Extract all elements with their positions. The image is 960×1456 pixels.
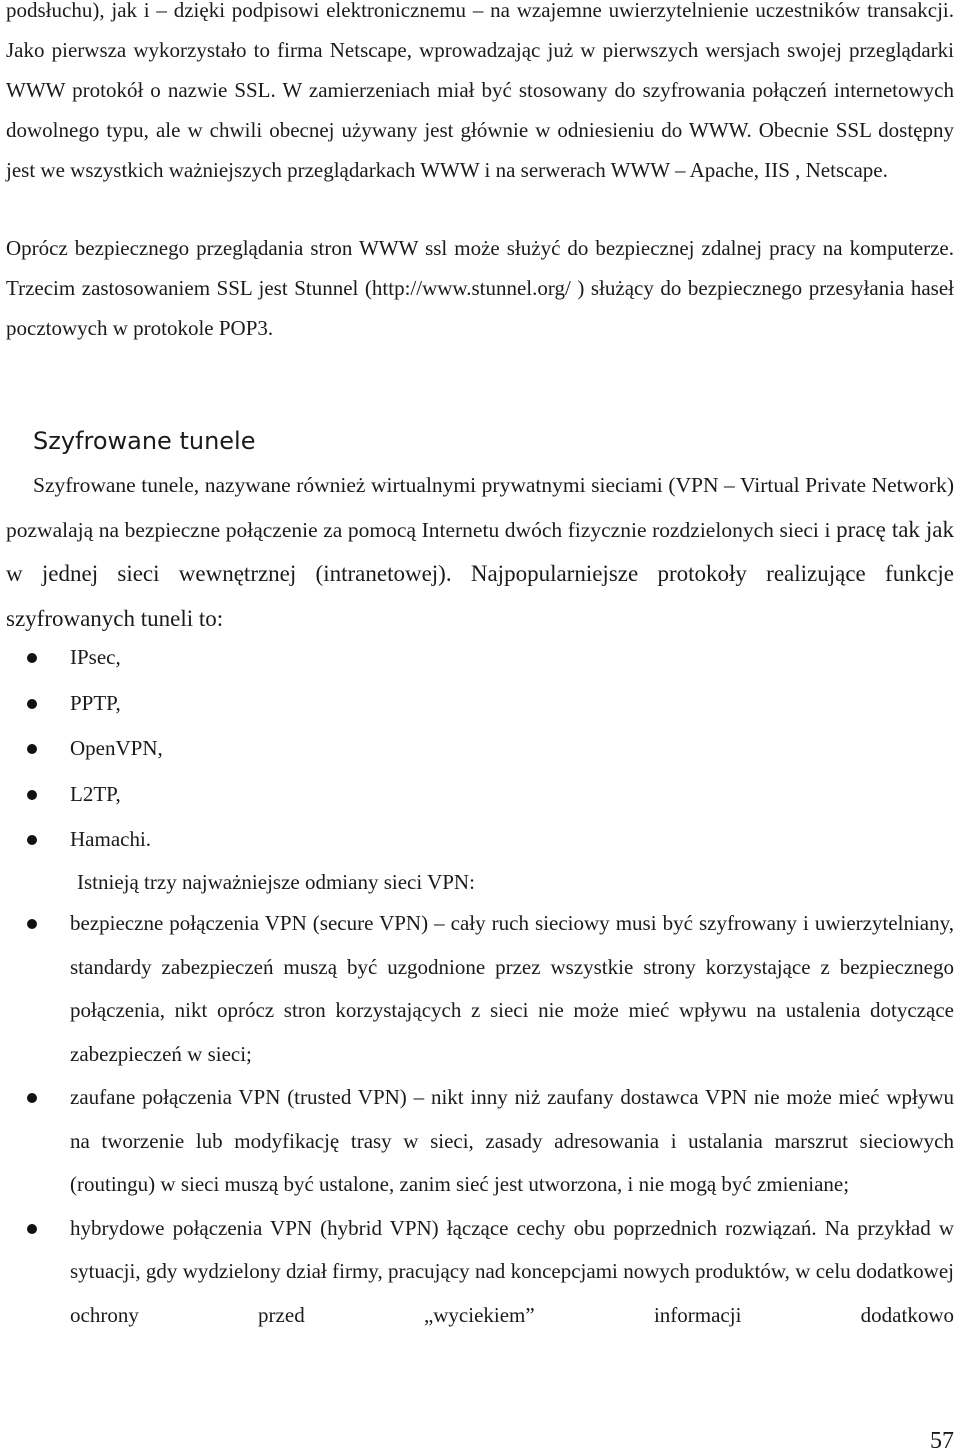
vpn-type-description: zaufane połączenia VPN (trusted VPN) – nikt inny niż zaufany dostawca VPN nie może mieć wpływu na tworzenie lub modyfikację trasy w sieci, zasady adresowania i ustalania marszrut sieciowych (routingu) w sieci muszą być ustalone, zanim sieć jest utworzona, i nie mogą być zmieniane; bbox=[70, 1085, 954, 1196]
list-item bbox=[0, 635, 960, 681]
list-item bbox=[0, 772, 960, 818]
protocol-name: IPsec, bbox=[70, 645, 121, 669]
vpn-types-intro: Istnieją trzy najważniejsze odmiany sieci VPN: bbox=[77, 870, 475, 894]
protocol-name: OpenVPN, bbox=[70, 736, 163, 760]
list-item bbox=[0, 726, 960, 772]
paragraph-tunnels-intro bbox=[6, 464, 954, 641]
bullet-icon bbox=[27, 1093, 37, 1103]
paragraph-ssl-uses: Oprócz bezpiecznego przeglądania stron WWW ssl może służyć do bezpiecznej zdalnej pracy na komputerze. Trzecim zastosowaniem SSL jest Stunnel (http://www.stunnel.org/ ) służący do bezpiecznego przesyłania haseł pocztowych w protokole POP3. bbox=[6, 236, 954, 340]
page-number: 57 bbox=[930, 1428, 954, 1454]
bullet-icon bbox=[27, 1224, 37, 1234]
list-item bbox=[0, 902, 960, 1076]
protocol-list bbox=[0, 635, 960, 863]
protocol-name: L2TP, bbox=[70, 781, 121, 806]
protocol-name: PPTP, bbox=[70, 690, 121, 715]
paragraph-ssl-intro: podsłuchu), jak i – dzięki podpisowi elektronicznemu – na wzajemne uwierzytelnienie uczestników transakcji. Jako pierwsza wykorzystało to firma Netscape, wprowadzając już w pierwszych wersjach swojej przeglądarki WWW protokół o nazwie SSL. W zamierzeniach miał być stosowany do szyfrowania połączeń internetowych dowolnego typu, ale w chwili obecnej używany jest głównie w odniesieniu do WWW. Obecnie SSL dostępny jest we wszystkich ważniejszych przeglądarkach WWW i na serwerach WWW – Apache, IIS , Netscape. bbox=[6, 0, 954, 182]
list-item bbox=[0, 1076, 960, 1207]
bullet-icon bbox=[27, 790, 37, 800]
bullet-icon bbox=[27, 699, 37, 709]
tunnels-intro-part2: pracę tak jak w jednej sieci wewnętrznej (intranetowej). Najpopularniejsze protokoły realizujące funkcje szyfrowanych tuneli to: bbox=[6, 516, 954, 631]
list-item bbox=[0, 1207, 960, 1338]
vpn-type-description: hybrydowe połączenia VPN (hybrid VPN) łączące cechy obu poprzednich rozwiązań. Na przykład w sytuacji, gdy wydzielony dział firmy, pracujący nad koncepcjami nowych produktów, w celu dodatkowej ochrony przed „wyciekiem” informacji dodatkowo bbox=[70, 1215, 954, 1327]
list-item bbox=[0, 817, 960, 863]
protocol-name: Hamachi. bbox=[70, 827, 152, 851]
bullet-icon bbox=[27, 653, 37, 663]
bullet-icon bbox=[27, 835, 37, 845]
list-item bbox=[0, 681, 960, 727]
vpn-types-list bbox=[0, 902, 960, 1337]
vpn-type-description: bezpieczne połączenia VPN (secure VPN) – cały ruch sieciowy musi być szyfrowany i uwierzytelniany, standardy zabezpieczeń muszą być uzgodnione przez wszystkie strony korzystające z bezpiecznego połączenia, nikt oprócz stron korzystających z sieci nie może mieć wpływu na ustalenia dotyczące zabezpieczeń w sieci; bbox=[70, 911, 954, 1066]
section-heading: Szyfrowane tunele bbox=[33, 427, 256, 455]
bullet-icon bbox=[27, 919, 37, 929]
bullet-icon bbox=[27, 744, 37, 754]
tunnels-intro-part1: Szyfrowane tunele, nazywane również wirtualnymi prywatnymi sieciami (VPN – Virtual Private Network) pozwalają na bezpieczne połączenie za pomocą Internetu dwóch fizycznie rozdzielonych sieci i bbox=[6, 473, 954, 542]
